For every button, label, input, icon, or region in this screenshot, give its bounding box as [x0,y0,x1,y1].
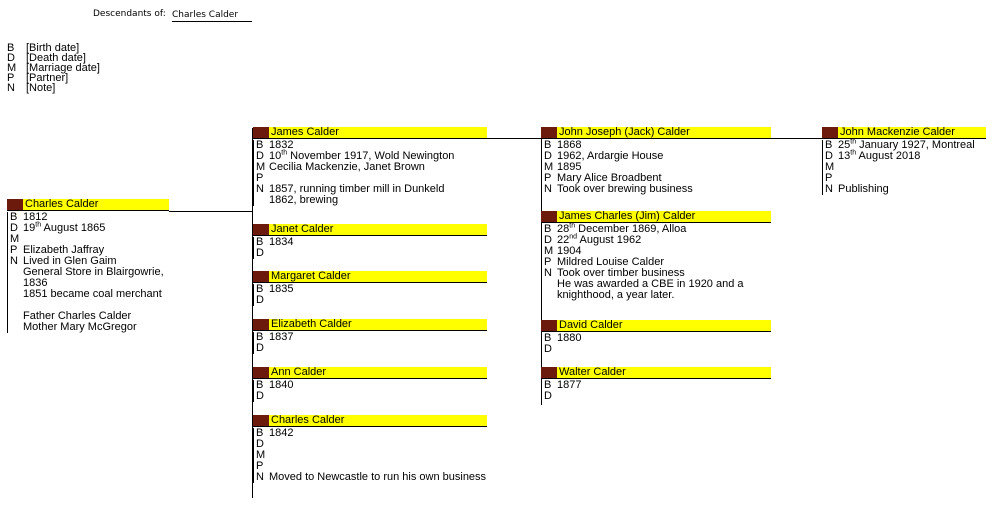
detail-value: Publishing [838,183,889,195]
detail-row [256,284,487,295]
person-swatch [7,199,23,210]
person-card-janet [253,224,487,259]
detail-value: 1877 [557,379,582,391]
person-details [253,332,487,354]
person-details [541,224,771,301]
person-header [541,211,771,223]
person-name: John Mackenzie Calder [838,127,986,138]
detail-value: 1840 [269,379,294,391]
person-details [253,380,487,402]
detail-key: D [256,150,264,162]
detail-row [544,333,771,344]
person-swatch [253,415,269,426]
detail-value: 1835 [269,283,294,295]
detail-row [256,439,487,450]
connector-jack-to-children [771,138,822,139]
person-card-ann [253,367,487,402]
detail-key: D [544,234,552,246]
person-card-james [253,127,487,206]
detail-value: 1834 [269,236,294,248]
person-card-margaret [253,271,487,306]
detail-row [544,344,771,355]
detail-key: P [544,256,552,268]
detail-key: N [544,267,552,279]
detail-value: 1832 [269,139,294,151]
detail-row [256,237,487,248]
detail-row [256,295,487,306]
detail-key: B [256,379,264,391]
legend-row-death: D [Death date] [7,52,86,64]
detail-value: 1812 [23,211,48,223]
person-swatch [253,271,269,282]
person-name: James Charles (Jim) Calder [557,211,771,222]
person-details [253,284,487,306]
person-name: Margaret Calder [269,271,487,282]
detail-key: N [544,183,552,195]
detail-key: P [544,172,552,184]
person-name: Charles Calder [269,415,487,426]
detail-key: B [256,331,264,343]
descendants-of-label: Descendants of: [93,9,166,19]
person-swatch [541,127,557,138]
detail-key: D [544,150,552,162]
detail-row [544,391,771,402]
person-details [253,140,487,206]
detail-row [256,450,487,461]
detail-key: P [256,460,264,472]
detail-row [825,162,986,173]
person-header [253,319,487,331]
detail-key: M [544,245,554,257]
legend-row-marriage: M [Marriage date] [7,62,100,74]
legend-row-birth: B [Birth date] [7,42,80,54]
detail-row [825,184,986,195]
person-swatch [541,367,557,378]
detail-key: D [825,150,833,162]
person-card-jim [541,211,771,301]
person-header [253,127,487,139]
person-header [541,320,771,332]
person-card-elizabeth [253,319,487,354]
connector-root-to-children [169,211,253,212]
detail-key: B [256,283,264,295]
connector-james-to-children [487,138,541,139]
detail-row [825,151,986,162]
legend-row-partner: P [Partner] [7,72,69,84]
detail-row [10,256,169,333]
detail-key: B [544,332,552,344]
person-card-charles-jr [253,415,487,483]
detail-key: B [256,139,264,151]
person-details [253,237,487,259]
detail-value: 10th November 1917, Wold Newington [269,149,455,162]
person-header [822,127,986,139]
detail-value: Mildred Louise Calder [557,256,664,268]
person-header [253,224,487,236]
person-header [253,271,487,283]
detail-key: D [544,343,552,355]
person-card-jack [541,127,771,195]
detail-key: B [544,139,552,151]
person-details [541,140,771,195]
legend [7,43,100,93]
detail-value: 1842 [269,427,294,439]
person-swatch [541,211,557,222]
detail-row [544,268,771,301]
detail-value: Moved to Newcastle to run his own business [269,471,487,483]
detail-key: M [10,233,20,245]
detail-value: Took over timber business He was awarded a CBE in 1920 and a knighthood, a year later. [557,267,744,301]
detail-value: 13th August 2018 [838,149,921,162]
detail-key: D [256,390,264,402]
person-card-root [7,199,169,333]
person-name: John Joseph (Jack) Calder [557,127,771,138]
detail-value: 1837 [269,331,294,343]
detail-value: 1857, running timber mill in Dunkeld 1862, brewing [269,183,445,206]
detail-row [256,380,487,391]
person-card-walter [541,367,771,402]
person-header [7,199,169,211]
detail-value: 28th December 1869, Alloa [557,222,687,235]
person-swatch [253,367,269,378]
person-details [541,333,771,355]
person-card-john-mackenzie [822,127,986,195]
person-name: Charles Calder [23,199,169,210]
person-name: Ann Calder [269,367,487,378]
person-swatch [253,224,269,235]
person-header [541,127,771,139]
detail-key: D [256,438,264,450]
person-name: James Calder [269,127,487,138]
detail-value: Elizabeth Jaffray [23,244,105,256]
detail-key: D [256,247,264,259]
detail-row [256,332,487,343]
person-name: Janet Calder [269,224,487,235]
detail-value: 1962, Ardargie House [557,150,664,162]
person-name: Elizabeth Calder [269,319,487,330]
detail-key: B [10,211,18,223]
person-name: Walter Calder [557,367,771,378]
detail-row [256,162,487,173]
detail-row [256,248,487,259]
detail-row [256,428,487,439]
detail-key: N [256,183,264,195]
detail-key: N [10,255,18,267]
detail-key: B [825,139,833,151]
detail-key: P [825,172,833,184]
root-ancestor-name: Charles Calder [172,9,252,22]
person-swatch [822,127,838,138]
detail-value: 1880 [557,332,582,344]
person-header [253,367,487,379]
detail-value: 22nd August 1962 [557,233,642,246]
detail-value: 25th January 1927, Montreal [838,138,975,151]
detail-key: P [256,172,264,184]
detail-row [10,223,169,234]
person-card-david [541,320,771,355]
detail-value: Mary Alice Broadbent [557,172,662,184]
detail-value: Cecilia Mackenzie, Janet Brown [269,161,425,173]
person-details [7,212,169,333]
person-swatch [253,319,269,330]
detail-row [256,391,487,402]
detail-key: D [10,222,18,234]
detail-value: Lived in Glen Gaim General Store in Blairgowrie, 1836 1851 became coal merchant Father Charles Calder Mother Mary McGregor [23,255,164,333]
person-header [541,367,771,379]
detail-value: 1868 [557,139,582,151]
person-details [541,380,771,402]
person-swatch [541,320,557,331]
detail-value: 19th August 1865 [23,221,106,234]
detail-key: M [825,161,835,173]
detail-row [256,343,487,354]
detail-key: B [256,427,264,439]
detail-key: D [256,294,264,306]
detail-key: M [256,161,266,173]
detail-key: M [256,449,266,461]
detail-value: Took over brewing business [557,183,693,195]
detail-key: D [544,390,552,402]
detail-value: 1904 [557,245,582,257]
detail-row [256,184,487,206]
detail-key: D [256,342,264,354]
detail-key: P [10,244,18,256]
person-swatch [253,127,269,138]
detail-row [256,472,487,483]
detail-key: M [544,161,554,173]
detail-row [544,184,771,195]
person-details [822,140,986,195]
person-header [253,415,487,427]
detail-key: N [256,471,264,483]
detail-key: B [544,223,552,235]
detail-key: B [256,236,264,248]
person-name: David Calder [557,320,771,331]
person-details [253,428,487,483]
detail-value: 1895 [557,161,582,173]
detail-key: B [544,379,552,391]
detail-row [544,380,771,391]
detail-key: N [825,183,833,195]
legend-row-note: N [Note] [7,82,56,94]
